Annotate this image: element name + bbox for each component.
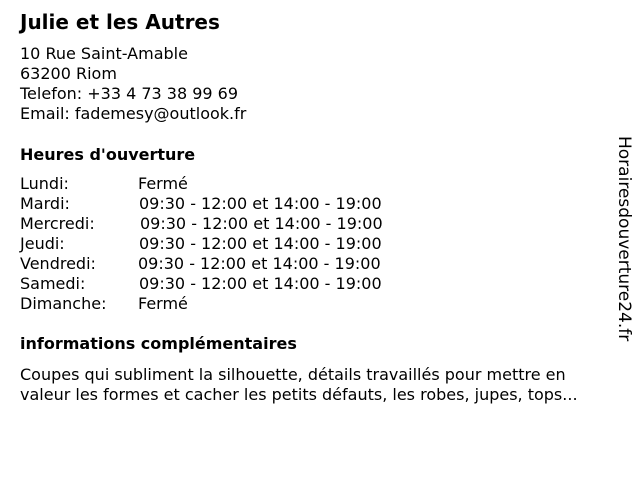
site-watermark: Horairesdouverture24.fr [614, 136, 634, 342]
email-text: Email: fademesy@outlook.fr [20, 104, 247, 123]
day-hours: Fermé [138, 174, 188, 193]
hours-heading: Heures d'ouverture [20, 145, 196, 164]
day-label: Mardi: [20, 194, 70, 213]
day-label: Mercredi: [20, 214, 95, 233]
day-hours: 09:30 - 12:00 et 14:00 - 19:00 [138, 254, 381, 273]
day-label: Vendredi: [20, 254, 96, 273]
info-text-line-1: Coupes qui subliment la silhouette, détails travaillés pour mettre en [20, 365, 566, 384]
day-hours: 09:30 - 12:00 et 14:00 - 19:00 [139, 194, 382, 213]
day-hours: 09:30 - 12:00 et 14:00 - 19:00 [140, 214, 383, 233]
day-label: Jeudi: [20, 234, 65, 253]
day-hours: 09:30 - 12:00 et 14:00 - 19:00 [139, 274, 382, 293]
day-label: Dimanche: [20, 294, 107, 313]
info-heading: informations complémentaires [20, 334, 297, 353]
day-label: Samedi: [20, 274, 86, 293]
address-line-2: 63200 Riom [20, 64, 117, 83]
day-hours: Fermé [138, 294, 188, 313]
day-hours: 09:30 - 12:00 et 14:00 - 19:00 [139, 234, 382, 253]
business-name: Julie et les Autres [20, 10, 220, 34]
address-line-1: 10 Rue Saint-Amable [20, 44, 188, 63]
phone-text: Telefon: +33 4 73 38 99 69 [20, 84, 239, 103]
info-text-line-2: valeur les formes et cacher les petits défauts, les robes, jupes, tops... [20, 385, 578, 404]
day-label: Lundi: [20, 174, 69, 193]
